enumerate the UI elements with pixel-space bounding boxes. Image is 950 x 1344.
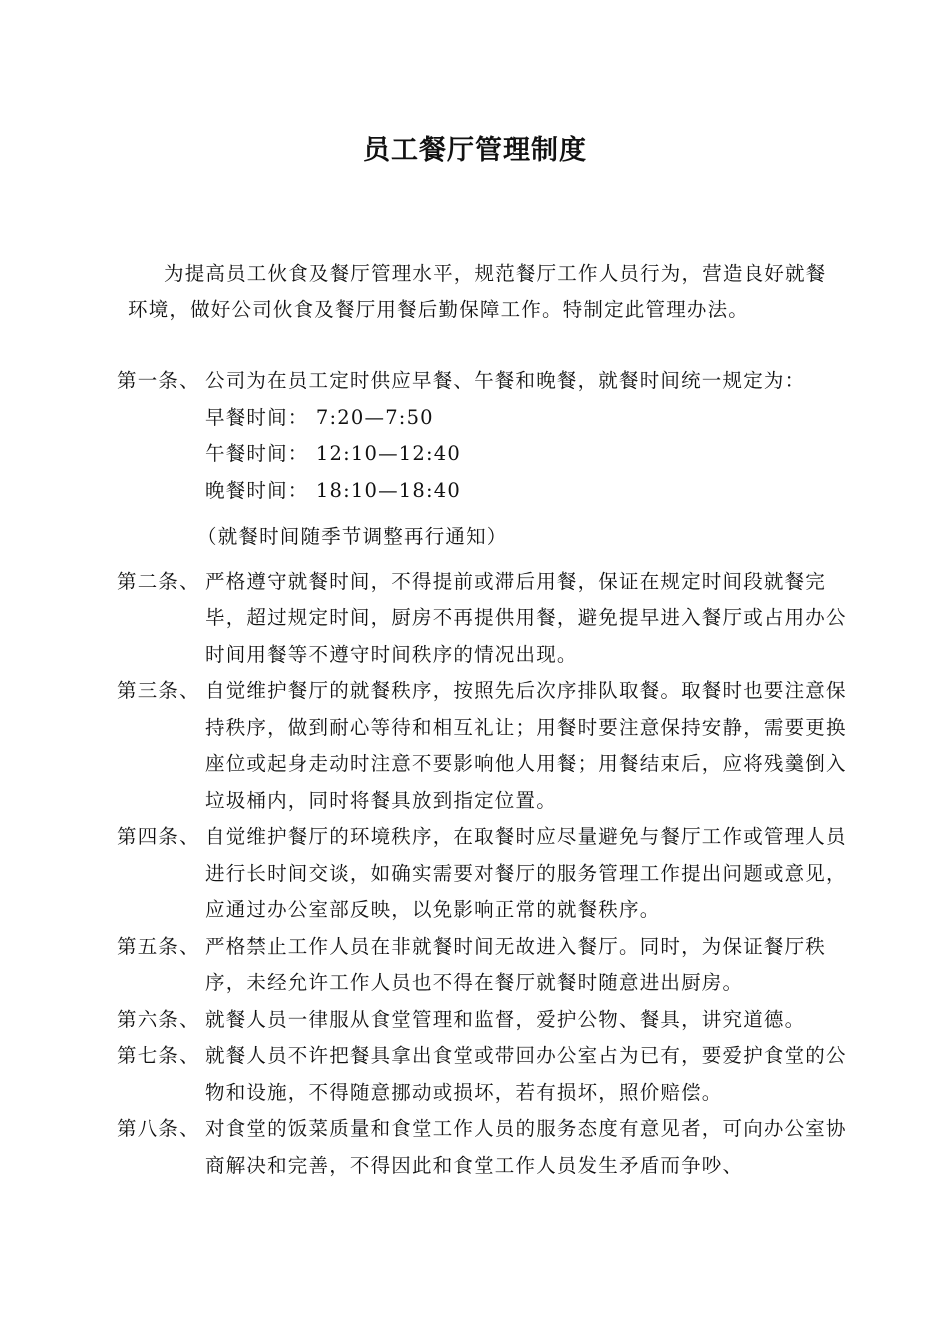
- article-8: [117, 1111, 847, 1184]
- article-6: [117, 1002, 847, 1039]
- article-label: 第四条、: [117, 825, 200, 848]
- lunch-time: 午餐时间： 12:10—12:40: [205, 442, 461, 465]
- article-text: 对食堂的饭菜质量和食堂工作人员的服务态度有意见者，可向办公室协商解决和完善，不得因此和食堂工作人员发生矛盾而争吵、: [205, 1117, 847, 1177]
- article-5: [117, 929, 847, 1002]
- article-1: [117, 363, 847, 564]
- article-label: 第六条、: [117, 1007, 200, 1031]
- article-label: 第八条、: [117, 1117, 200, 1140]
- dinner-time: 晚餐时间： 18:10—18:40: [205, 478, 461, 502]
- meal-time-note: （就餐时间随季节调整再行通知）: [197, 525, 508, 548]
- intro-paragraph: [128, 256, 840, 328]
- article-text: 就餐人员不许把餐具拿出食堂或带回办公室占为已有，要爱护食堂的公物和设施，不得随意挪动或损坏，若有损坏，照价赔偿。: [205, 1044, 847, 1104]
- article-2: [117, 564, 847, 674]
- breakfast-time: 早餐时间： 7:20—7:50: [205, 405, 434, 429]
- article-label: 第三条、: [117, 679, 200, 702]
- article-label: 第七条、: [117, 1044, 200, 1067]
- article-7: [117, 1038, 847, 1111]
- article-label: 第一条、: [117, 369, 200, 392]
- article-3: [117, 673, 847, 819]
- article-text: 严格禁止工作人员在非就餐时间无故进入餐厅。同时，为保证餐厅秩序，未经允许工作人员也不得在餐厅就餐时随意进出厨房。: [205, 934, 827, 994]
- article-label: 第五条、: [117, 934, 200, 958]
- article-list: [117, 363, 847, 1184]
- document-title: 员工餐厅管理制度: [363, 135, 587, 166]
- article-text: 自觉维护餐厅的环境秩序，在取餐时应尽量避免与餐厅工作或管理人员进行长时间交谈，如确实需要对餐厅的服务管理工作提出问题或意见，应通过办公室部反映，以免影响正常的就餐秩序。: [205, 825, 847, 921]
- article-label: 第二条、: [117, 569, 200, 593]
- article-text: 公司为在员工定时供应早餐、午餐和晚餐，就餐时间统一规定为：: [205, 369, 806, 392]
- article-4: [117, 819, 847, 929]
- article-body: [197, 363, 847, 564]
- intro-text: 为提高员工伙食及餐厅管理水平，规范餐厅工作人员行为，营造良好就餐环境，做好公司伙食及餐厅用餐后勤保障工作。特制定此管理办法。: [128, 262, 827, 321]
- article-text: 就餐人员一律服从食堂管理和监督，爱护公物、餐具，讲究道德。: [205, 1007, 806, 1031]
- article-text: 严格遵守就餐时间，不得提前或滞后用餐，保证在规定时间段就餐完毕，超过规定时间，厨房不再提供用餐，避免提早进入餐厅或占用办公时间用餐等不遵守时间秩序的情况出现。: [205, 569, 847, 666]
- article-text: 自觉维护餐厅的就餐秩序，按照先后次序排队取餐。取餐时也要注意保持秩序，做到耐心等待和相互礼让；用餐时要注意保持安静，需要更换座位或起身走动时注意不要影响他人用餐；用餐结束后，应将残羹倒入垃圾桶内，同时将餐具放到指定位置。: [205, 679, 847, 812]
